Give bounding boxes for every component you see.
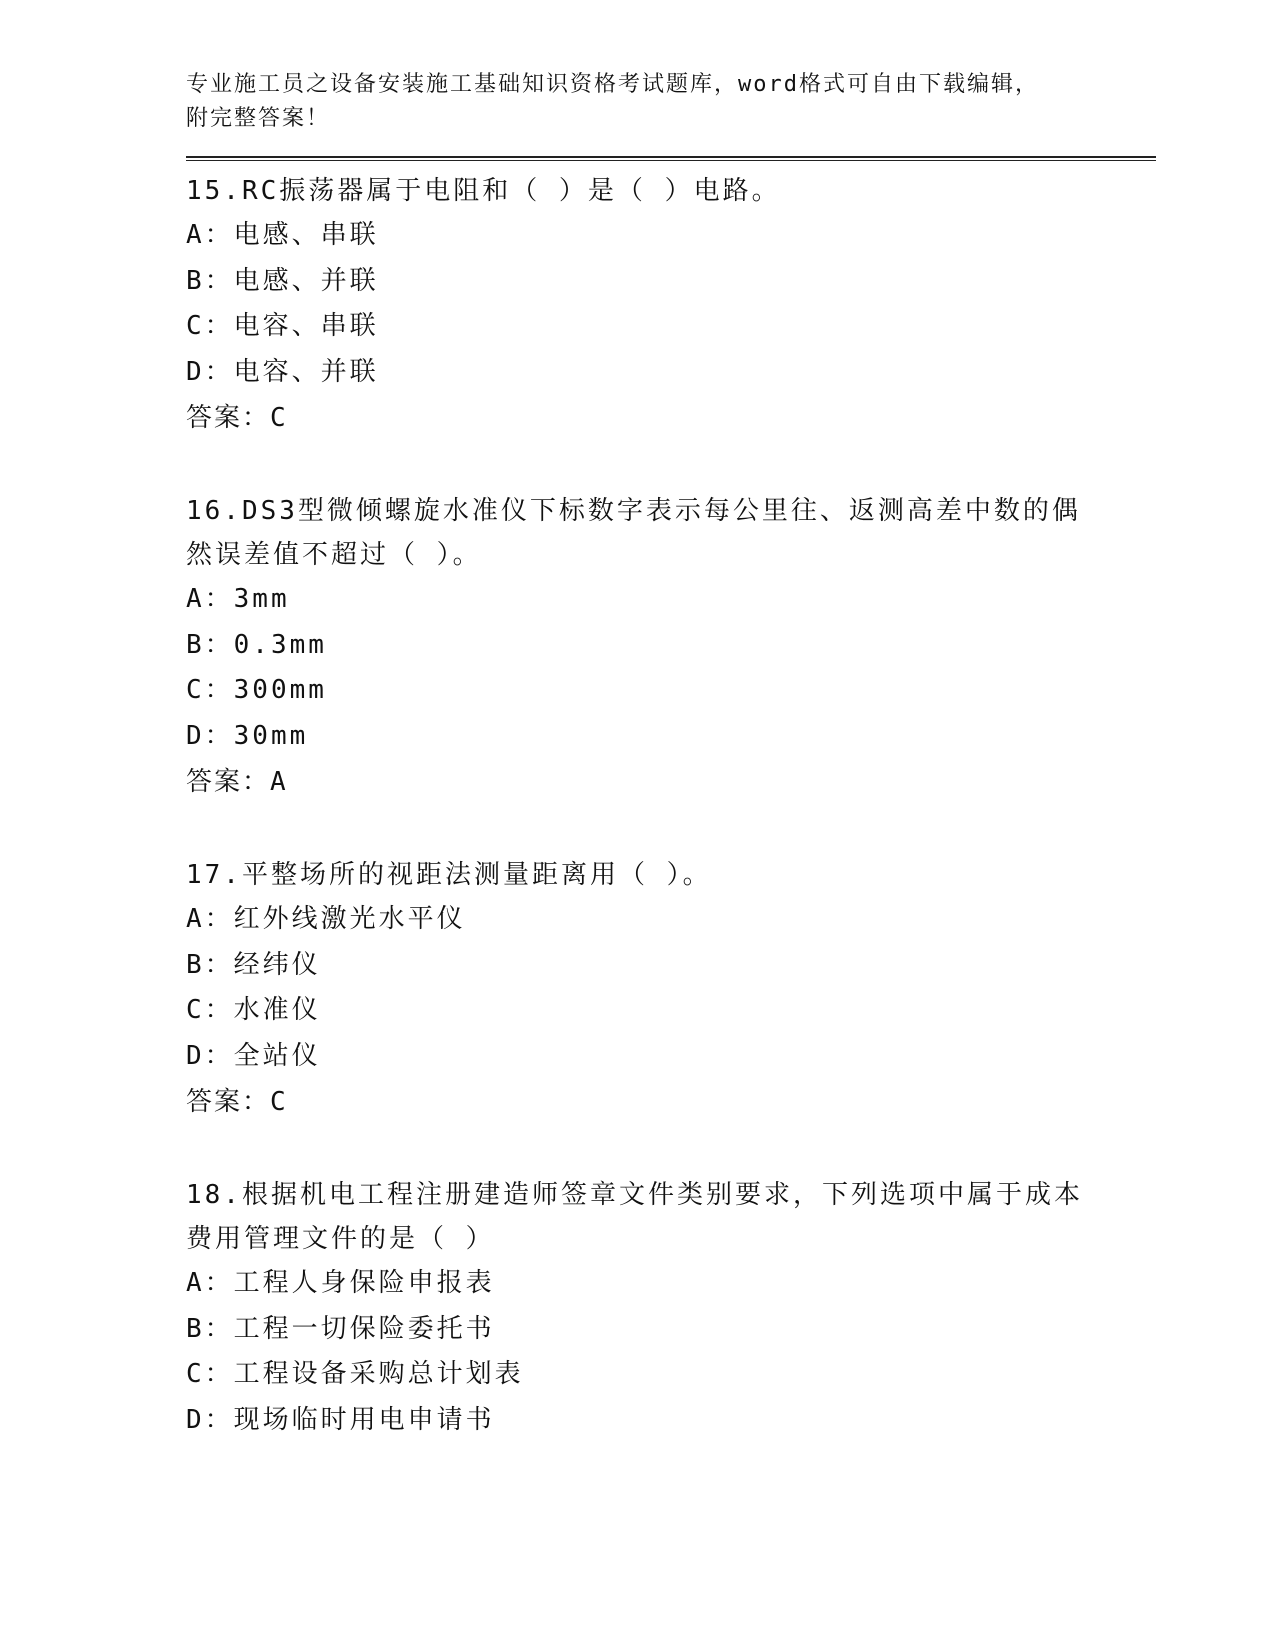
option-c: C：水准仪 (186, 995, 321, 1025)
option-d: D：30mm (186, 720, 309, 751)
option-a: A：工程人身保险申报表 (186, 1268, 495, 1298)
document-page (186, 68, 1156, 1443)
question-stem: 17.平整场所的视距法测量距离用（ ）。 (186, 860, 712, 890)
option-a: A：电感、串联 (186, 220, 379, 250)
question-stem: 15.RC振荡器属于电阻和（ ）是（ ）电路。 (186, 176, 781, 206)
question-16 (186, 489, 1156, 805)
question-17 (186, 853, 1156, 1125)
answer-label: 答案： (186, 767, 271, 797)
header-divider (186, 156, 1156, 161)
option-c: C：工程设备采购总计划表 (186, 1359, 524, 1389)
answer-line (186, 395, 1156, 441)
question-stem: 16.DS3型微倾螺旋水准仪下标数字表示每公里往、返测高差中数的偶然误差值不超过（ ）。 (186, 496, 1081, 570)
option-a: A：红外线激光水平仪 (186, 904, 466, 934)
header-line-1: 专业施工员之设备安装施工基础知识资格考试题库，word格式可自由下载编辑， (186, 72, 1039, 97)
header-line-2: 附完整答案！ (186, 106, 331, 131)
question-18 (186, 1173, 1156, 1443)
answer-value: C (270, 1087, 288, 1117)
option-b: B：0.3mm (186, 629, 327, 660)
option-b: B：工程一切保险委托书 (186, 1313, 495, 1344)
answer-value: A (270, 767, 288, 797)
answer-value: C (270, 403, 288, 433)
option-a: A：3mm (186, 584, 290, 614)
answer-line (186, 759, 1156, 805)
answer-label: 答案： (186, 1087, 271, 1117)
option-d: D：现场临时用电申请书 (186, 1404, 495, 1435)
document-header (186, 68, 1066, 136)
option-b: B：经纬仪 (186, 949, 321, 980)
answer-line (186, 1079, 1156, 1125)
answer-label: 答案： (186, 403, 271, 433)
option-c: C：电容、串联 (186, 311, 379, 341)
question-15 (186, 169, 1156, 441)
option-c: C：300mm (186, 675, 327, 705)
option-d: D：电容、并联 (186, 356, 379, 387)
option-d: D：全站仪 (186, 1040, 321, 1071)
option-b: B：电感、并联 (186, 265, 379, 296)
question-stem: 18.根据机电工程注册建造师签章文件类别要求，下列选项中属于成本费用管理文件的是（ ） (186, 1180, 1083, 1254)
